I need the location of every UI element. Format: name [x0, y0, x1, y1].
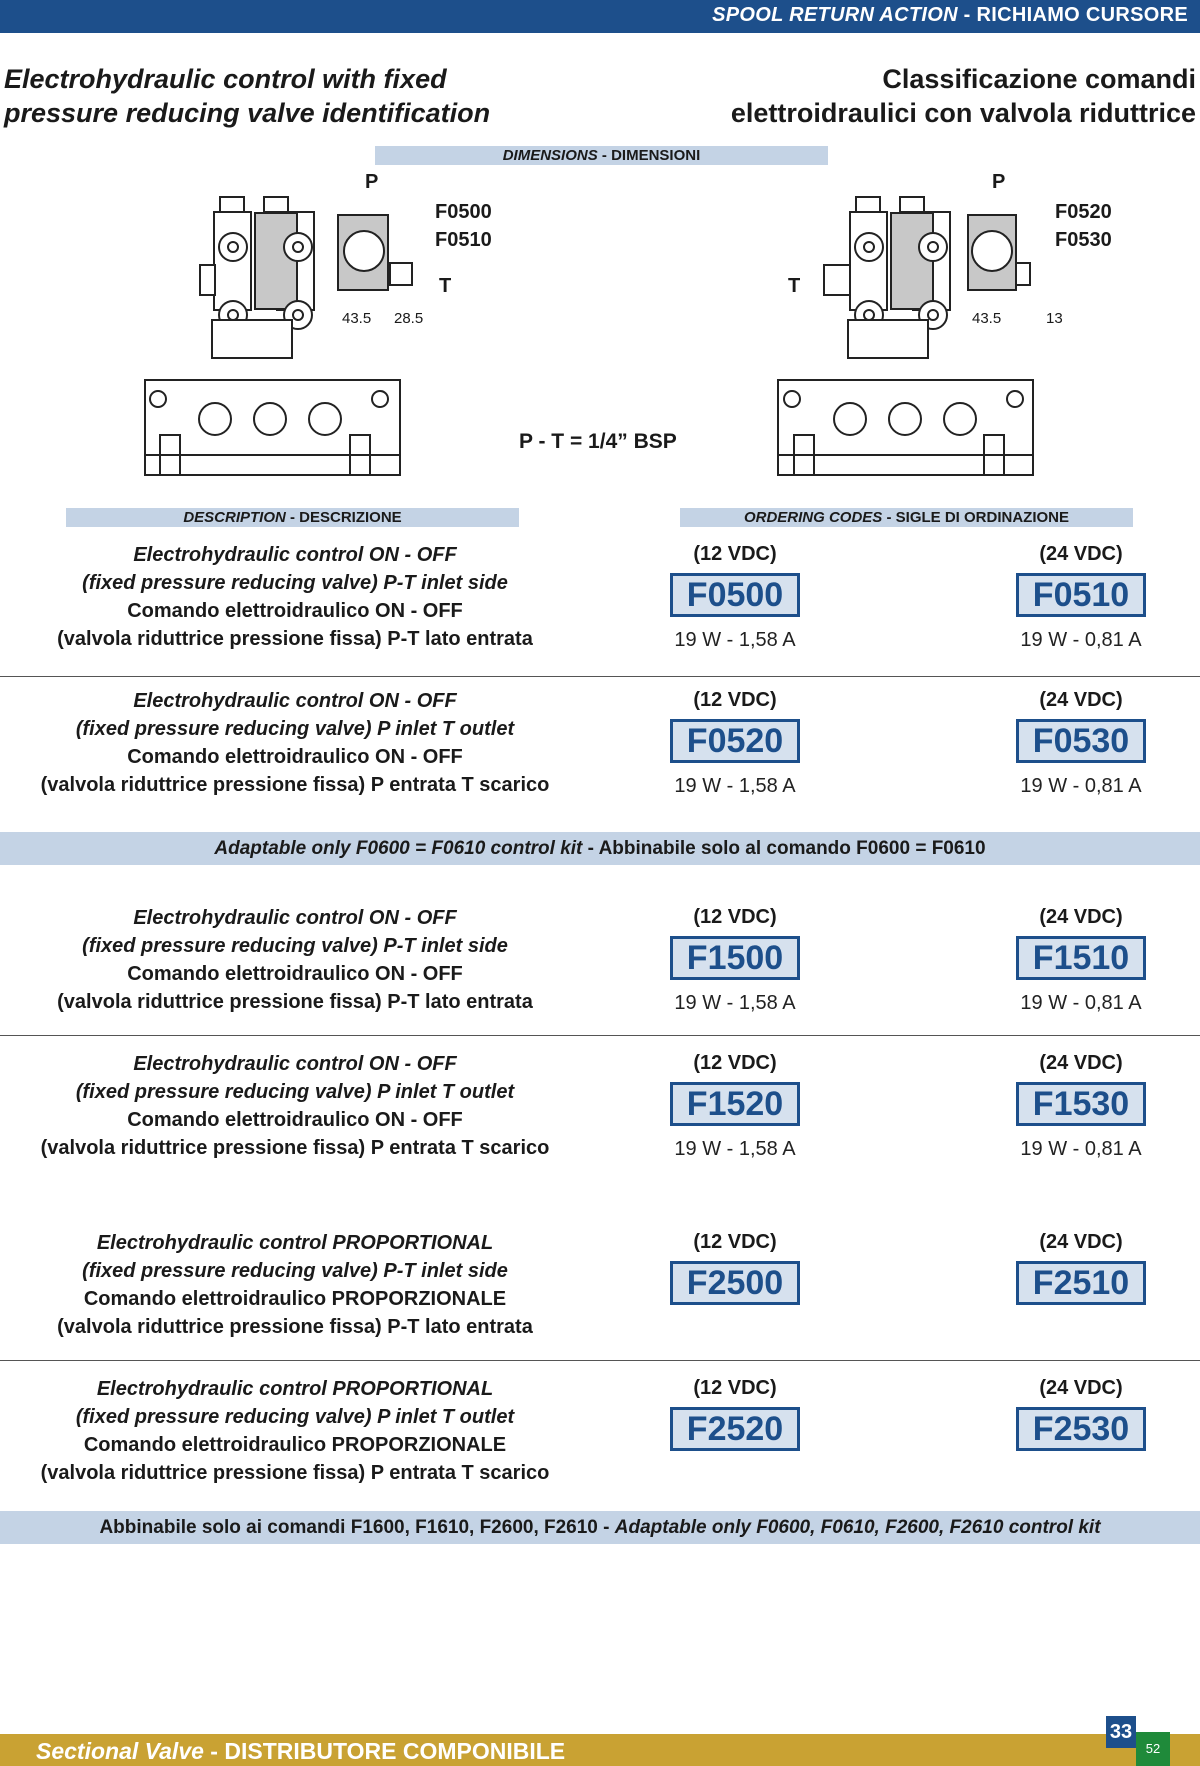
drawing-right-port-p: P	[992, 171, 1006, 193]
order-code-24v: F2530	[1016, 1407, 1146, 1451]
drawing-left-dim-b: 28.5	[394, 310, 424, 327]
ordering-codes-band: ORDERING CODES - SIGLE DI ORDINAZIONE	[680, 508, 1133, 527]
voltage-24-label: (24 VDC)	[1039, 689, 1123, 711]
drawing-left-code-2: F0510	[435, 229, 492, 251]
voltage-24-label: (24 VDC)	[1039, 1377, 1123, 1399]
order-code-24v: F0530	[1016, 719, 1146, 763]
page-number: 33	[1106, 1716, 1136, 1748]
voltage-12-label: (12 VDC)	[693, 1231, 777, 1253]
row-divider	[0, 1360, 1200, 1361]
order-code-12v: F0500	[670, 573, 800, 617]
row-description: Electrohydraulic control ON - OFF (fixed pressure reducing valve) P-T inlet side Comando elettroidraulico ON - OFF (valvola riduttrice pressione fissa) P-T lato entrata	[57, 544, 533, 650]
drawing-right-code-2: F0530	[1055, 229, 1112, 251]
voltage-12-label: (12 VDC)	[693, 1052, 777, 1074]
compatibility-note-1: Adaptable only F0600 = F0610 control kit - Abbinabile solo al comando F0600 = F0610	[0, 832, 1200, 865]
valve-drawing-left	[140, 185, 430, 480]
row-description: Electrohydraulic control ON - OFF (fixed pressure reducing valve) P-T inlet side Comando elettroidraulico ON - OFF (valvola riduttrice pressione fissa) P-T lato entrata	[57, 907, 533, 1013]
row-description: Electrohydraulic control ON - OFF (fixed pressure reducing valve) P inlet T outlet Comando elettroidraulico ON - OFF (valvola riduttrice pressione fissa) P entrata T scarico	[40, 690, 550, 796]
order-code-12v: F2520	[670, 1407, 800, 1451]
power-rating-12v: 19 W - 1,58 A	[674, 1138, 796, 1160]
drawing-left-port-t: T	[439, 275, 452, 297]
power-rating-24v: 19 W - 0,81 A	[1020, 1138, 1142, 1160]
dimensions-band: DIMENSIONS - DIMENSIONI	[375, 146, 828, 165]
order-code-12v: F1520	[670, 1082, 800, 1126]
power-rating-12v: 19 W - 1,58 A	[674, 775, 796, 797]
drawing-right-dim-a: 43.5	[972, 310, 1002, 327]
order-code-24v: F1530	[1016, 1082, 1146, 1126]
section-title: SPOOL RETURN ACTION - RICHIAMO CURSORE	[712, 4, 1188, 26]
order-code-12v: F1500	[670, 936, 800, 980]
drawing-left-port-p: P	[365, 171, 379, 193]
power-rating-12v: 19 W - 1,58 A	[674, 629, 796, 651]
voltage-24-label: (24 VDC)	[1039, 543, 1123, 565]
voltage-24-label: (24 VDC)	[1039, 906, 1123, 928]
page-title-en: Electrohydraulic control with fixed pressure reducing valve identification	[4, 64, 491, 128]
drawing-left-code-1: F0500	[435, 201, 492, 223]
row-description: Electrohydraulic control ON - OFF (fixed pressure reducing valve) P inlet T outlet Comando elettroidraulico ON - OFF (valvola riduttrice pressione fissa) P entrata T scarico	[40, 1053, 550, 1159]
power-rating-24v: 19 W - 0,81 A	[1020, 775, 1142, 797]
description-band: DESCRIPTION - DESCRIZIONE	[66, 508, 519, 527]
port-size-note: P - T = 1/4” BSP	[519, 430, 677, 453]
drawing-left-dim-a: 43.5	[342, 310, 372, 327]
row-divider	[0, 1035, 1200, 1036]
power-rating-24v: 19 W - 0,81 A	[1020, 992, 1142, 1014]
order-code-24v: F0510	[1016, 573, 1146, 617]
power-rating-24v: 19 W - 0,81 A	[1020, 629, 1142, 651]
valve-drawing-right	[770, 185, 1060, 480]
row-description: Electrohydraulic control PROPORTIONAL (fixed pressure reducing valve) P-T inlet side Comando elettroidraulico PROPORZIONALE (valvola riduttrice pressione fissa) P-T lato entrata	[57, 1232, 533, 1338]
power-rating-12v: 19 W - 1,58 A	[674, 992, 796, 1014]
drawing-right-dim-b: 13	[1046, 310, 1063, 327]
voltage-24-label: (24 VDC)	[1039, 1052, 1123, 1074]
order-code-24v: F2510	[1016, 1261, 1146, 1305]
drawing-right-code-1: F0520	[1055, 201, 1112, 223]
footer-title: Sectional Valve - DISTRIBUTORE COMPONIBILE	[36, 1738, 566, 1764]
order-code-12v: F0520	[670, 719, 800, 763]
order-code-12v: F2500	[670, 1261, 800, 1305]
row-divider	[0, 676, 1200, 677]
voltage-12-label: (12 VDC)	[693, 543, 777, 565]
voltage-24-label: (24 VDC)	[1039, 1231, 1123, 1253]
row-description: Electrohydraulic control PROPORTIONAL (fixed pressure reducing valve) P inlet T outlet Comando elettroidraulico PROPORZIONALE (valvola riduttrice pressione fissa) P entrata T scarico	[40, 1378, 550, 1484]
page-title-it: Classificazione comandi elettroidraulici con valvola riduttrice	[730, 64, 1196, 128]
voltage-12-label: (12 VDC)	[693, 906, 777, 928]
compatibility-note-2: Abbinabile solo ai comandi F1600, F1610, F2600, F2610 - Adaptable only F0600, F0610, F2600, F2610 control kit	[0, 1511, 1200, 1544]
voltage-12-label: (12 VDC)	[693, 1377, 777, 1399]
page-number-alt: 52	[1136, 1732, 1170, 1766]
drawing-right-port-t: T	[788, 275, 801, 297]
order-code-24v: F1510	[1016, 936, 1146, 980]
voltage-12-label: (12 VDC)	[693, 689, 777, 711]
